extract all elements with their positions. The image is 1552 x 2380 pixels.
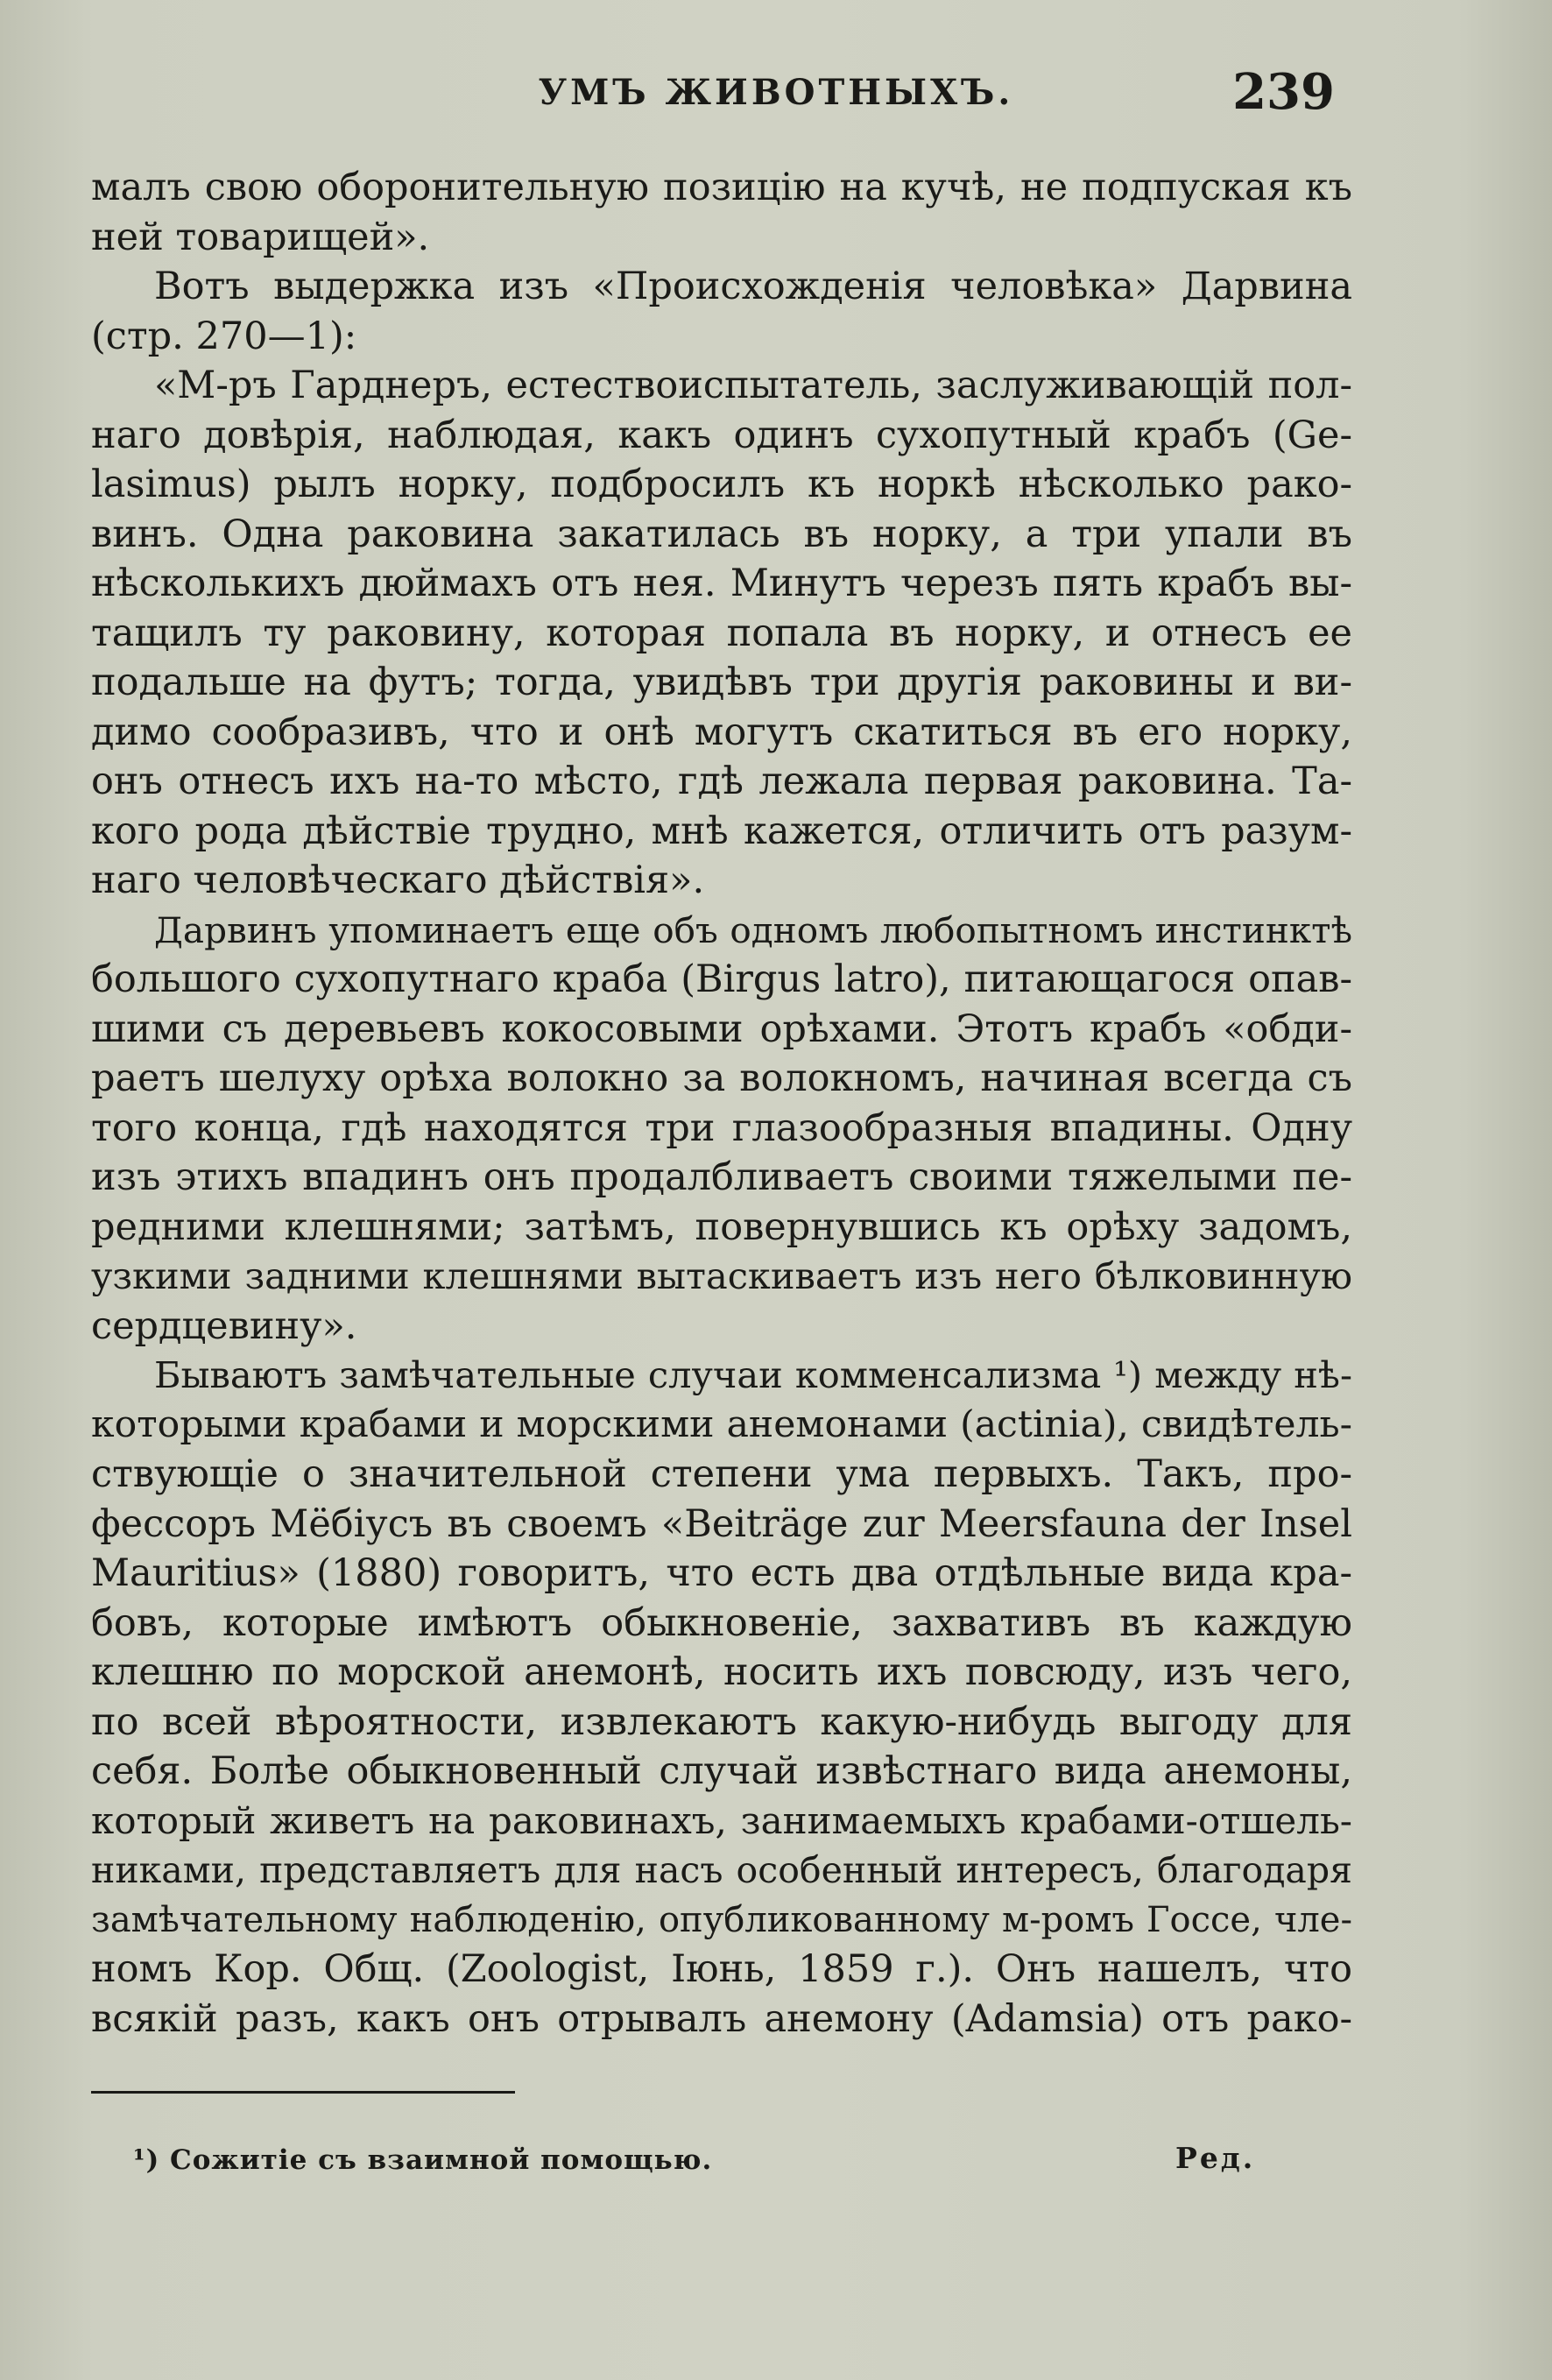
text-line: номъ Кор. Общ. (Zoologist, Іюнь, 1859 г.). Онъ нашелъ, что <box>91 1947 1352 1991</box>
text-line: онъ отнесъ ихъ на-то мѣсто, гдѣ лежала первая раковина. Та- <box>91 759 1352 803</box>
text-line: тащилъ ту раковину, которая попала въ норку, и отнесъ ее <box>91 611 1352 655</box>
text-line: Бываютъ замѣчательные случаи комменсализма ¹) между нѣ- <box>154 1353 1352 1396</box>
text-line: (стр. 270—1): <box>91 314 357 358</box>
editor-mark: Ред. <box>1175 2141 1256 2175</box>
text-line: сердцевину». <box>91 1303 357 1348</box>
running-head: УМЪ ЖИВОТНЫХЪ. <box>538 72 1014 113</box>
text-line: которыми крабами и морскими анемонами (actinia), свидѣтель- <box>91 1402 1352 1446</box>
text-line: ствующіе о значительной степени ума первыхъ. Такъ, про- <box>91 1452 1352 1496</box>
text-line: того конца, гдѣ находятся три глазообразныя впадины. Одну <box>91 1105 1352 1150</box>
text-line: замѣчательному наблюденію, опубликованному м-ромъ Госсе, чле- <box>91 1899 1352 1940</box>
footnote-divider <box>91 2091 515 2094</box>
text-line: никами, представляетъ для насъ особенный интересъ, благодаря <box>91 1849 1352 1891</box>
body-text <box>91 163 1352 2044</box>
text-line: lasimus) рылъ норку, подбросилъ къ норкѣ нѣсколько рако- <box>91 463 1352 506</box>
text-line: фессоръ Мёбіусъ въ своемъ «Beiträge zur Meersfauna der Insel <box>91 1501 1352 1546</box>
page-number: 239 <box>1232 63 1335 121</box>
text-line: большого сухопутнаго краба (Birgus latro), питающагося опав- <box>91 957 1352 1001</box>
text-line: нѣсколькихъ дюймахъ отъ нея. Минутъ черезъ пять крабъ вы- <box>91 561 1352 605</box>
text-line: Дарвинъ упоминаетъ еще объ одномъ любопытномъ инстинктѣ <box>154 908 1352 951</box>
text-line: всякій разъ, какъ онъ отрывалъ анемону (Adamsia) отъ рако- <box>91 1996 1352 2041</box>
text-line: изъ этихъ впадинъ онъ продалбливаетъ своими тяжелыми пе- <box>91 1155 1352 1199</box>
text-line: наго довѣрія, наблюдая, какъ одинъ сухопутный крабъ (Ge- <box>91 413 1352 457</box>
text-line: по всей вѣроятности, извлекаютъ какую-нибудь выгоду для <box>91 1699 1352 1744</box>
text-line: кого рода дѣйствіе трудно, мнѣ кажется, отличить отъ разум- <box>91 809 1352 853</box>
text-line: малъ свою оборонительную позицію на кучѣ, не подпуская къ <box>91 166 1352 209</box>
text-line: Mauritius» (1880) говоритъ, что есть два отдѣльные вида кра- <box>91 1551 1352 1595</box>
text-line: раетъ шелуху орѣха волокно за волокномъ, начиная всегда съ <box>91 1056 1352 1100</box>
text-line: клешню по морской анемонѣ, носить ихъ повсюду, изъ чего, <box>91 1650 1352 1694</box>
text-line: себя. Болѣе обыкновенный случай извѣстнаго вида анемоны, <box>91 1749 1352 1793</box>
text-line: винъ. Одна раковина закатилась въ норку, а три упали въ <box>91 512 1352 556</box>
page-header <box>0 63 1552 124</box>
footnote: ¹) Сожитіе съ взаимной помощью. <box>133 2144 713 2176</box>
text-line: шими съ деревьевъ кокосовыми орѣхами. Этотъ крабъ «обди- <box>91 1006 1352 1051</box>
text-line: подальше на футъ; тогда, увидѣвъ три другія раковины и ви- <box>91 660 1352 704</box>
text-line: редними клешнями; затѣмъ, повернувшись къ орѣху задомъ, <box>91 1204 1352 1249</box>
text-line: который живетъ на раковинахъ, занимаемыхъ крабами-отшель- <box>91 1798 1352 1842</box>
text-line: димо сообразивъ, что и онѣ могутъ скатиться въ его норку, <box>91 710 1352 754</box>
text-line: узкими задними клешнями вытаскиваетъ изъ него бѣлковинную <box>91 1254 1352 1297</box>
text-line: Вотъ выдержка изъ «Происхожденія человѣка» Дарвина <box>154 265 1352 308</box>
text-line: бовъ, которые имѣютъ обыкновеніе, захвативъ въ каждую <box>91 1600 1352 1645</box>
text-line: «М-ръ Гарднеръ, естествоиспытатель, заслуживающій пол- <box>154 364 1352 407</box>
text-line: наго человѣческаго дѣйствія». <box>91 858 705 902</box>
text-line: ней товарищей». <box>91 215 430 259</box>
